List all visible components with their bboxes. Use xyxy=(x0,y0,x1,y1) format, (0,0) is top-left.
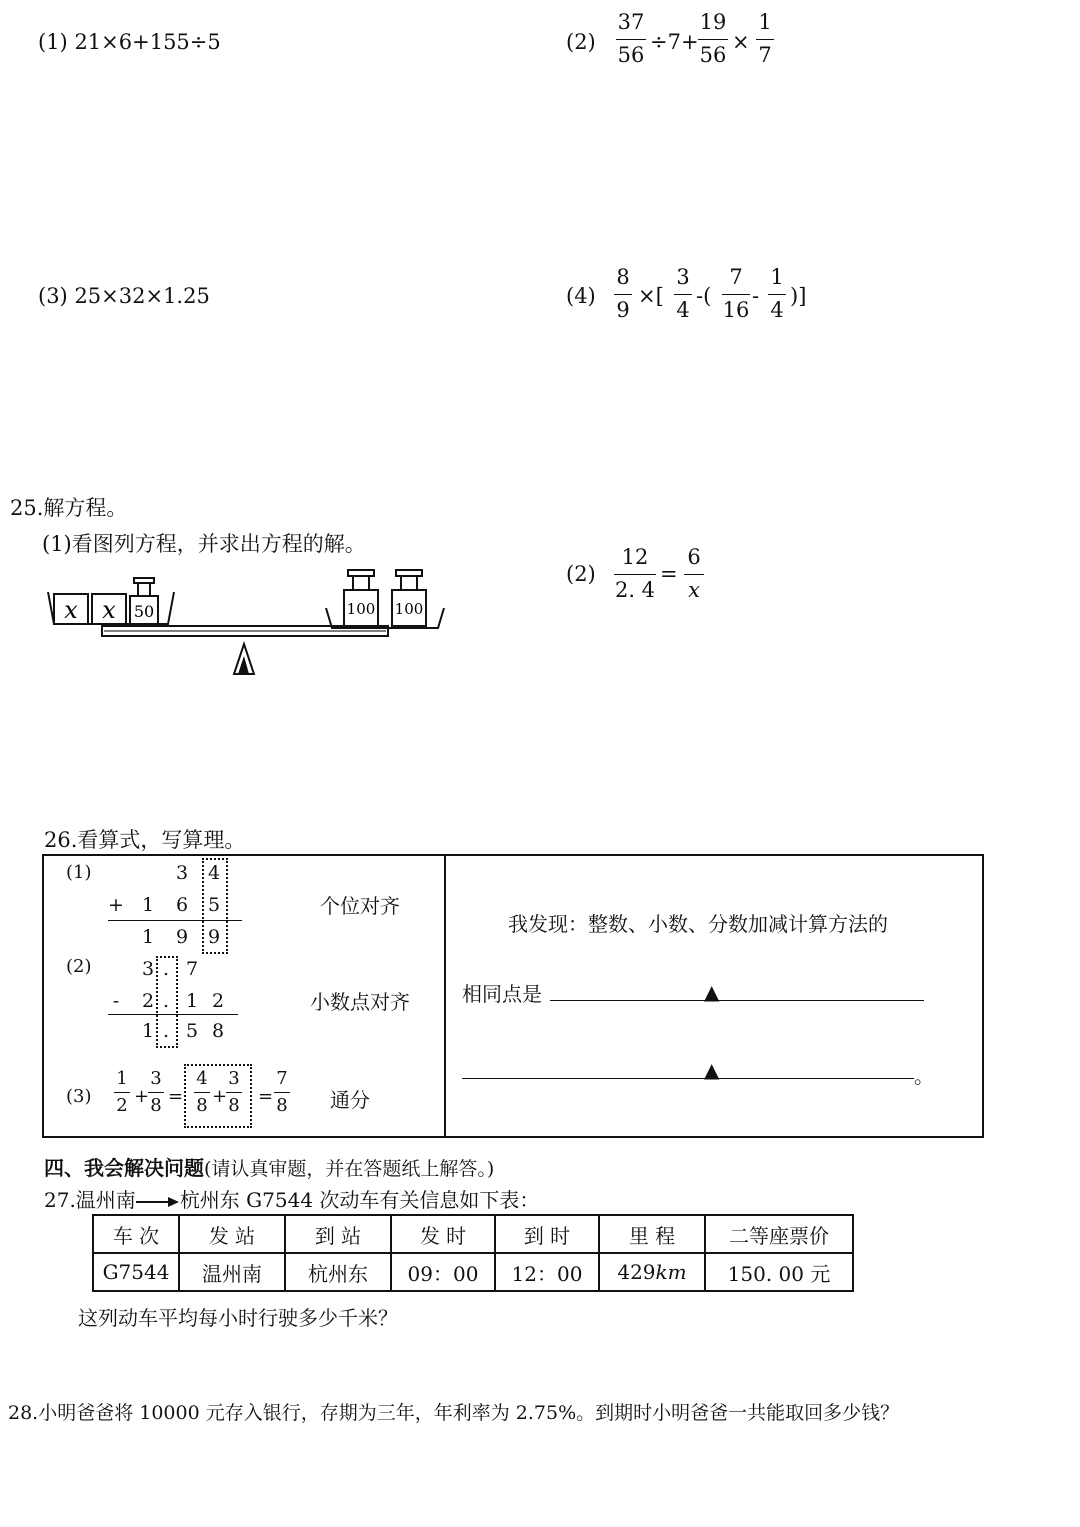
q24-part4-label: (4) xyxy=(566,284,596,308)
q26-c2-minus: - xyxy=(112,990,120,1012)
q24-part4-op1: ×[ xyxy=(638,284,664,308)
q26-answer-line-2[interactable] xyxy=(462,1078,914,1079)
q26-c2-r2-tenths: 1 xyxy=(185,990,199,1012)
q26-c3-fraction-4: 3 8 xyxy=(226,1070,242,1115)
q25-fraction-1: 12 2. 4 xyxy=(614,545,656,602)
q26-c3-plus-1: + xyxy=(134,1086,150,1107)
q26-c2-note: 小数点对齐 xyxy=(310,990,410,1014)
q24-part1: (1) 21×6+155÷5 xyxy=(38,30,221,54)
q24-part4-fraction-4: 1 4 xyxy=(768,267,786,321)
header-train-no: 车 次 xyxy=(93,1215,179,1253)
q26-c1-ones-box xyxy=(202,858,228,954)
q26-c2-r1-point: . xyxy=(162,958,170,980)
q26-c2-r2-ones: 2 xyxy=(141,990,155,1012)
header-departure-station: 发 站 xyxy=(179,1215,285,1253)
q26-same-label: 相同点是 xyxy=(462,982,542,1006)
header-ticket-price: 二等座票价 xyxy=(705,1215,853,1253)
q24-part2-fraction-2: 19 56 xyxy=(699,10,727,67)
q25-title: 25.解方程。 xyxy=(10,496,128,520)
q26-box xyxy=(42,854,984,1138)
q24-part4-op2: -( xyxy=(696,284,712,308)
cell-departure-time: 09：00 xyxy=(391,1253,495,1291)
q26-c3-fraction-1: 1 2 xyxy=(114,1070,130,1115)
q26-discover-text: 我发现：整数、小数、分数加减计算方法的 xyxy=(508,912,888,936)
q26-c2-r3-ones: 1 xyxy=(141,1020,155,1042)
x-box-2-label: x xyxy=(102,596,116,624)
q26-c1-r3-tens: 9 xyxy=(175,926,189,948)
section-4-title: 四、我会解决问题(请认真审题，并在答题纸上解答。) xyxy=(44,1156,495,1180)
q26-c2-r1-ones: 3 xyxy=(141,958,155,980)
q26-c1-r3-ones: 9 xyxy=(207,926,221,948)
cell-departure-station: 温州南 xyxy=(179,1253,285,1291)
q26-c3-label: (3) xyxy=(66,1086,92,1107)
q26-c1-r1-tens: 3 xyxy=(175,862,189,884)
q24-part4-fraction-1: 8 9 xyxy=(614,267,632,321)
weight-100-a-label: 100 xyxy=(346,600,376,618)
q26-c3-fraction-5: 7 8 xyxy=(274,1070,290,1115)
q26-c3-note: 通分 xyxy=(330,1088,370,1112)
q26-c1-r1-ones: 4 xyxy=(207,862,221,884)
table-row xyxy=(93,1253,853,1291)
q26-c1-label: (1) xyxy=(66,862,92,883)
arrow-right-icon xyxy=(136,1195,180,1209)
q27-question: 这列动车平均每小时行驶多少千米？ xyxy=(78,1306,398,1330)
q26-c1-plus: + xyxy=(108,894,124,916)
cell-arrival-time: 12：00 xyxy=(495,1253,599,1291)
q26-c2-r1-tenths: 7 xyxy=(185,958,199,980)
q24-part2-op2: × xyxy=(732,30,750,54)
q26-c3-equals-2: = xyxy=(258,1086,274,1107)
q24-part2-fraction-3: 1 7 xyxy=(756,12,774,66)
train-info-table xyxy=(92,1214,854,1292)
header-arrival-station: 到 站 xyxy=(285,1215,391,1253)
q26-answer-line-1[interactable] xyxy=(550,1000,924,1001)
table-header-row xyxy=(93,1215,853,1253)
q26-period: 。 xyxy=(914,1064,934,1088)
q24-part2-label: (2) xyxy=(566,30,596,54)
q26-c2-r3-hundredths: 8 xyxy=(211,1020,225,1042)
cell-arrival-station: 杭州东 xyxy=(285,1253,391,1291)
q25-sub2-label: (2) xyxy=(566,562,596,586)
q26-title: 26.看算式，写算理。 xyxy=(44,828,246,852)
header-departure-time: 发 时 xyxy=(391,1215,495,1253)
q26-c3-plus-2: + xyxy=(212,1086,228,1107)
cell-train-no: G7544 xyxy=(93,1253,179,1291)
q24-part2-fraction-1: 37 56 xyxy=(617,10,645,67)
q26-c1-r2-hundreds: 1 xyxy=(141,894,155,916)
cell-distance: 429km xyxy=(599,1253,705,1291)
q24-part4-op3: - xyxy=(752,284,760,308)
x-box-1-label: x xyxy=(64,596,78,624)
q26-c2-r2-hundredths: 2 xyxy=(211,990,225,1012)
weight-50-label: 50 xyxy=(133,602,155,621)
q24-part4-fraction-3: 7 16 xyxy=(722,265,750,322)
q26-divider xyxy=(444,856,446,1136)
answer-marker-1-icon: ▲ xyxy=(704,980,720,1004)
q26-c2-point-box xyxy=(156,956,178,1048)
header-arrival-time: 到 时 xyxy=(495,1215,599,1253)
q26-c2-r3-point: . xyxy=(162,1020,170,1042)
q26-c1-r3-hundreds: 1 xyxy=(141,926,155,948)
q25-equals: = xyxy=(660,562,678,586)
q26-c1-r2-tens: 6 xyxy=(175,894,189,916)
q26-c2-label: (2) xyxy=(66,956,92,977)
balance-scale-diagram xyxy=(40,562,460,682)
q24-part4-op4: )] xyxy=(790,284,807,308)
cell-ticket-price: 150. 00 元 xyxy=(705,1253,853,1291)
q25-fraction-2: 6 x xyxy=(684,547,704,601)
q25-sub1: (1)看图列方程，并求出方程的解。 xyxy=(42,532,366,556)
q24-part3: (3) 25×32×1.25 xyxy=(38,284,210,308)
q27-intro: 27.温州南 杭州东 G7544 次动车有关信息如下表： xyxy=(44,1188,540,1212)
q26-c3-fraction-3: 4 8 xyxy=(194,1070,210,1115)
q26-c3-fraction-2: 3 8 xyxy=(148,1070,164,1115)
q26-c2-r2-point: . xyxy=(162,990,170,1012)
answer-marker-2-icon: ▲ xyxy=(704,1058,720,1082)
q26-c3-equals-1: = xyxy=(168,1086,184,1107)
q28-text: 28.小明爸爸将 10000 元存入银行，存期为三年，年利率为 2.75%。到期时小明爸爸一共能取回多少钱？ xyxy=(8,1402,900,1424)
q26-c2-r3-tenths: 5 xyxy=(185,1020,199,1042)
q26-c1-r2-ones: 5 xyxy=(207,894,221,916)
q26-c1-note: 个位对齐 xyxy=(320,894,400,918)
weight-100-b-label: 100 xyxy=(394,600,424,618)
q24-part4-fraction-2: 3 4 xyxy=(674,267,692,321)
q24-part2-op1: ÷7+ xyxy=(650,30,699,54)
header-distance: 里 程 xyxy=(599,1215,705,1253)
